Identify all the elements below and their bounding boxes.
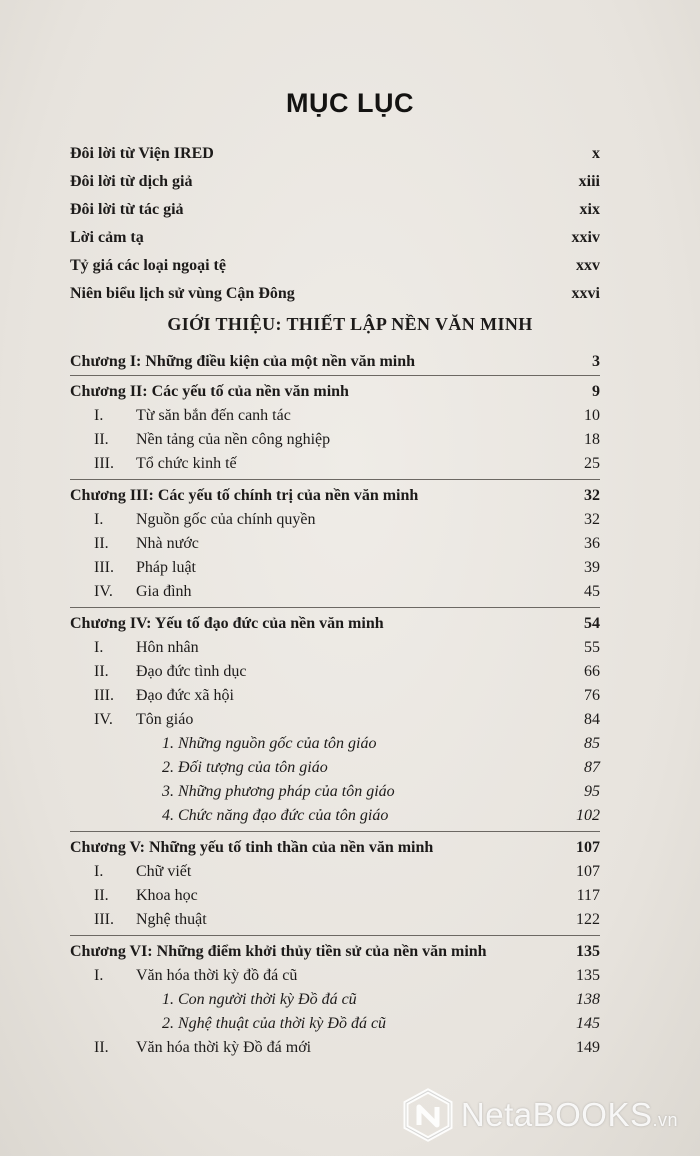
- roman-numeral: II.: [94, 663, 109, 680]
- roman-numeral: IV.: [94, 711, 113, 728]
- entry-page: x: [592, 145, 600, 162]
- section-entry: [70, 428, 600, 452]
- subsection-entry: [70, 1012, 600, 1036]
- divider: [70, 479, 600, 480]
- entry-page: 135: [576, 967, 600, 984]
- entry-label: Chương I: Những điều kiện của một nền văn minh: [70, 353, 416, 370]
- entry-label: Đôi lời từ Viện IRED: [70, 145, 214, 162]
- roman-numeral: I.: [94, 863, 104, 880]
- entry-label: Tổ chức kinh tế: [136, 455, 237, 472]
- entry-page: 145: [576, 1015, 600, 1032]
- section-entry: [70, 508, 600, 532]
- chapter-entry: [70, 940, 600, 964]
- entry-page: 32: [584, 487, 600, 504]
- entry-page: xxv: [576, 257, 600, 274]
- roman-numeral: II.: [94, 431, 109, 448]
- subsection-entry: [70, 780, 600, 804]
- section-entry: [70, 964, 600, 988]
- chapter-entry: [70, 484, 600, 508]
- entry-page: 107: [576, 839, 600, 856]
- entry-page: 10: [584, 407, 600, 424]
- divider: [70, 831, 600, 832]
- entry-page: xix: [579, 201, 600, 218]
- entry-label: 3. Những phương pháp của tôn giáo: [162, 783, 395, 800]
- watermark: [401, 1088, 678, 1142]
- subsection-entry: [70, 756, 600, 780]
- entry-label: Hôn nhân: [136, 639, 199, 656]
- entry-page: 3: [592, 353, 600, 370]
- entry-page: 84: [584, 711, 600, 728]
- entry-label: Văn hóa thời kỳ Đồ đá mới: [136, 1039, 312, 1056]
- entry-page: 45: [584, 583, 600, 600]
- watermark-brand: NetaBOOKS: [460, 1096, 653, 1133]
- entry-label: Nhà nước: [136, 535, 199, 552]
- entry-page: 39: [584, 559, 600, 576]
- section-entry: [70, 532, 600, 556]
- entry-page: 87: [584, 759, 600, 776]
- entry-page: 107: [576, 863, 600, 880]
- entry-page: xiii: [578, 173, 600, 190]
- roman-numeral: III.: [94, 455, 114, 472]
- entry-label: Gia đình: [136, 583, 192, 600]
- entry-label: Đôi lời từ tác giả: [70, 201, 184, 218]
- front-matter-item: [70, 198, 600, 222]
- roman-numeral: II.: [94, 535, 109, 552]
- roman-numeral: III.: [94, 687, 114, 704]
- entry-label: Chương V: Những yếu tố tinh thần của nền văn minh: [70, 839, 434, 856]
- entry-page: 138: [576, 991, 600, 1008]
- entry-label: Tôn giáo: [136, 711, 194, 728]
- entry-page: 55: [584, 639, 600, 656]
- entry-label: 1. Con người thời kỳ Đồ đá cũ: [162, 991, 357, 1008]
- entry-page: 76: [584, 687, 600, 704]
- entry-label: Từ săn bắn đến canh tác: [136, 407, 291, 424]
- entry-page: 32: [584, 511, 600, 528]
- chapter-entry: [70, 350, 600, 374]
- entry-label: 2. Nghệ thuật của thời kỳ Đồ đá cũ: [162, 1015, 387, 1032]
- roman-numeral: II.: [94, 1039, 109, 1056]
- subsection-entry: [70, 988, 600, 1012]
- entry-label: Chương II: Các yếu tố của nền văn minh: [70, 383, 349, 400]
- netabooks-logo-icon: [401, 1088, 455, 1142]
- chapter-entry: [70, 380, 600, 404]
- entry-label: Chương III: Các yếu tố chính trị của nền văn minh: [70, 487, 419, 504]
- divider: [70, 607, 600, 608]
- section-entry: [70, 452, 600, 476]
- entry-page: 149: [576, 1039, 600, 1056]
- section-entry: [70, 884, 600, 908]
- entry-page: 9: [592, 383, 600, 400]
- entry-label: Lời cảm tạ: [70, 229, 144, 246]
- subsection-entry: [70, 804, 600, 828]
- entry-label: Văn hóa thời kỳ đồ đá cũ: [136, 967, 298, 984]
- page-title: MỤC LỤC: [286, 88, 414, 118]
- roman-numeral: III.: [94, 911, 114, 928]
- roman-numeral: I.: [94, 967, 104, 984]
- roman-numeral: I.: [94, 407, 104, 424]
- entry-page: xxiv: [571, 229, 600, 246]
- roman-numeral: I.: [94, 511, 104, 528]
- entry-label: Pháp luật: [136, 559, 196, 576]
- entry-label: Đạo đức tình dục: [136, 663, 247, 680]
- section-entry: [70, 1036, 600, 1060]
- section-entry: [70, 580, 600, 604]
- roman-numeral: II.: [94, 887, 109, 904]
- entry-label: Niên biểu lịch sử vùng Cận Đông: [70, 285, 295, 302]
- section-entry: [70, 660, 600, 684]
- entry-page: 25: [584, 455, 600, 472]
- entry-page: 54: [584, 615, 600, 632]
- entry-page: 122: [576, 911, 600, 928]
- front-matter-item: [70, 226, 600, 250]
- section-title: GIỚI THIỆU: THIẾT LẬP NỀN VĂN MINH: [167, 314, 533, 334]
- section-entry: [70, 860, 600, 884]
- front-matter-item: [70, 142, 600, 166]
- entry-label: Nguồn gốc của chính quyền: [136, 511, 316, 528]
- entry-label: Tỷ giá các loại ngoại tệ: [70, 257, 226, 274]
- entry-label: Nghệ thuật: [136, 911, 207, 928]
- entry-label: Khoa học: [136, 887, 198, 904]
- subsection-entry: [70, 732, 600, 756]
- entry-page: 117: [576, 887, 600, 904]
- entry-page: 135: [576, 943, 600, 960]
- watermark-suffix: .vn: [652, 1110, 678, 1130]
- entry-label: Chữ viết: [136, 863, 192, 880]
- entry-page: 85: [584, 735, 600, 752]
- entry-label: Nền tảng của nền công nghiệp: [136, 431, 331, 448]
- section-entry: [70, 708, 600, 732]
- roman-numeral: I.: [94, 639, 104, 656]
- front-matter-item: [70, 282, 600, 306]
- entry-label: 4. Chức năng đạo đức của tôn giáo: [162, 807, 389, 824]
- entry-label: 2. Đối tượng của tôn giáo: [162, 759, 328, 776]
- entry-label: Đôi lời từ dịch giả: [70, 173, 193, 190]
- chapter-entry: [70, 612, 600, 636]
- divider: [70, 935, 600, 936]
- entry-label: 1. Những nguồn gốc của tôn giáo: [162, 735, 377, 752]
- entry-label: Chương IV: Yếu tố đạo đức của nền văn minh: [70, 615, 384, 632]
- divider: [70, 375, 600, 376]
- section-entry: [70, 684, 600, 708]
- roman-numeral: IV.: [94, 583, 113, 600]
- entry-page: xxvi: [571, 285, 600, 302]
- entry-page: 95: [584, 783, 600, 800]
- section-entry: [70, 404, 600, 428]
- front-matter-item: [70, 170, 600, 194]
- entry-label: Đạo đức xã hội: [136, 687, 234, 704]
- entry-page: 18: [584, 431, 600, 448]
- entry-page: 66: [584, 663, 600, 680]
- front-matter-item: [70, 254, 600, 278]
- section-entry: [70, 908, 600, 932]
- entry-label: Chương VI: Những điểm khởi thủy tiền sử của nền văn minh: [70, 943, 487, 960]
- section-entry: [70, 556, 600, 580]
- entry-page: 36: [584, 535, 600, 552]
- roman-numeral: III.: [94, 559, 114, 576]
- chapter-entry: [70, 836, 600, 860]
- entry-page: 102: [576, 807, 600, 824]
- section-entry: [70, 636, 600, 660]
